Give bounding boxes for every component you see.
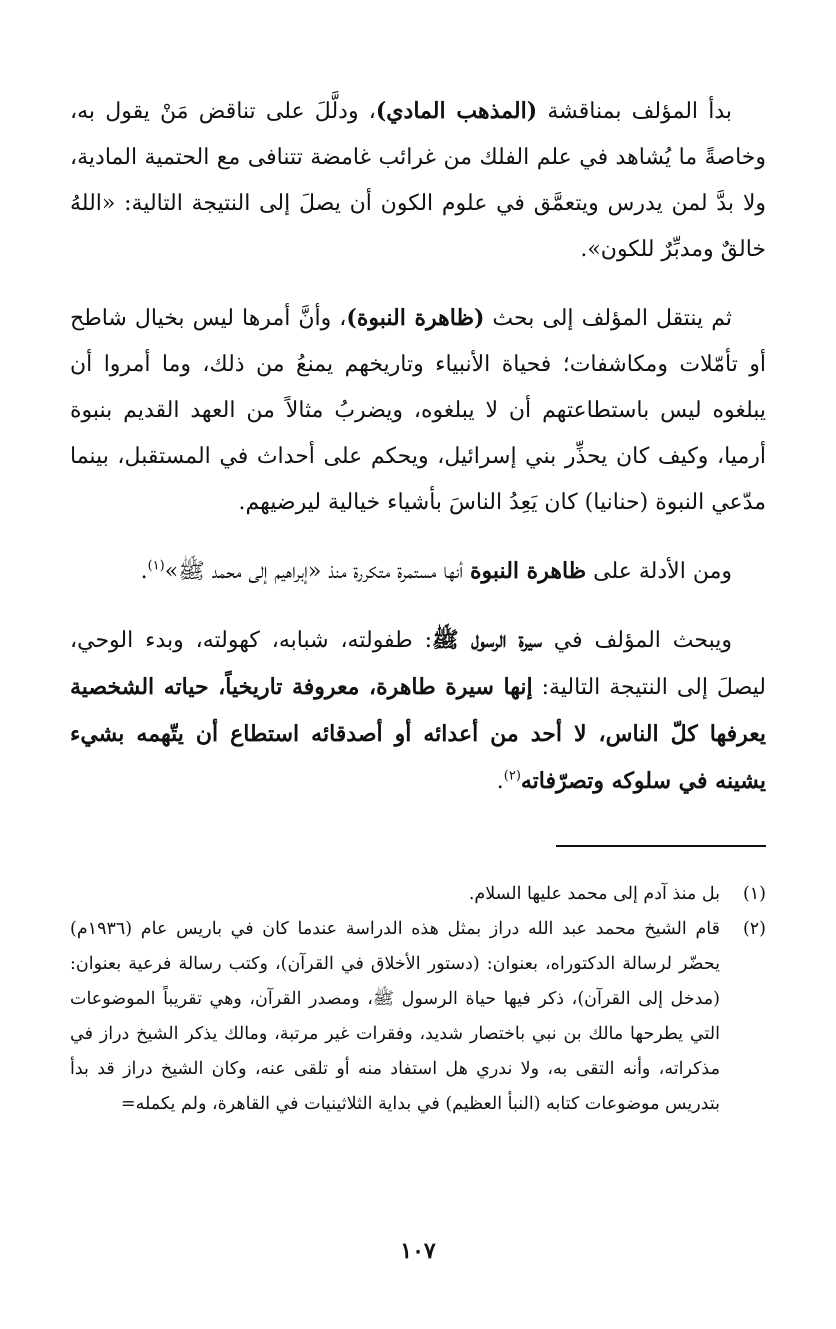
footnote-text: بل منذ آدم إلى محمد عليها السلام.	[468, 884, 720, 904]
footnote-number: (١)	[742, 884, 766, 904]
bold-text: ظاهرة النبوة	[470, 558, 587, 584]
bold-text: (ظاهرة النبوة)	[346, 305, 485, 331]
text: ويبحث المؤلف في	[541, 628, 732, 653]
text: ومن الأدلة على	[586, 559, 732, 584]
footnote-ref-1[interactable]: (١)	[147, 558, 165, 574]
footnote-ref-2[interactable]: (٢)	[503, 768, 521, 784]
footnote-separator	[556, 845, 766, 847]
text: : طفولته، شبابه، كهولته، وبدء الوحي، ليصلَ إلى النتيجة التالية:	[70, 628, 766, 700]
footnote-number: (٢)	[742, 919, 766, 939]
paragraph-3	[70, 548, 766, 595]
paragraph-2	[70, 295, 766, 526]
text: ثم ينتقل المؤلف إلى بحث	[484, 306, 732, 331]
main-text	[70, 88, 766, 805]
paragraph-4	[70, 617, 766, 805]
bold-text: إنها سيرة طاهرة، معروفة تاريخياً، حياته الشخصية يعرفها كلّ الناس، لا أحد من أعدائه أو أصدقائه استطاع أن يتّهمه بشيء يشينه في سلوكه وتصرّفاته	[70, 674, 766, 794]
text: .	[140, 559, 148, 584]
footnote-2	[70, 912, 766, 1122]
text: أنها مستمرة متكررة منذ «إبراهيم إلى محمد ﷺ»	[164, 559, 471, 584]
text: بدأ المؤلف بمناقشة	[537, 99, 732, 124]
bold-text: سيرة الرسول ﷺ	[432, 627, 542, 653]
text: ، وأنَّ أمرها ليس بخيال شاطح أو تأمّلات ومكاشفات؛ فحياة الأنبياء وتاريخهم يمنعُ من ذلك، وما أمروا أن يبلغوه ليس باستطاعتهم أن لا يبلغوه، ويضربُ مثالاً من العهد القديم بنبوة أرميا، وكيف كان يحذِّر بني إسرائيل، ويحكم على أحداث في المستقبل، بينما مدّعي النبوة (حنانيا) كان يَعِدُ الناسَ بأشياء خيالية ليرضيهم.	[70, 306, 766, 515]
bold-text: (المذهب المادي)	[375, 98, 538, 124]
footnotes	[70, 877, 766, 1122]
page-number: ١٠٧	[400, 1238, 436, 1264]
footnote-1	[70, 877, 766, 912]
text: ، ودلَّلَ على تناقض مَنْ يقول به، وخاصةً ما يُشاهد في علم الفلك من غرائب غامضة تتنافى مع الحتمية المادية، ولا بدَّ لمن يدرس ويتعمَّق في علوم الكون أن يصلَ إلى النتيجة التالية: «اللهُ خالقٌ ومدبِّرٌ للكون».	[70, 99, 766, 262]
text: .	[496, 769, 504, 794]
footnote-text: قام الشيخ محمد عبد الله دراز بمثل هذه الدراسة عندما كان في باريس عام (١٩٣٦م) يحضّر لرسالة الدكتوراه، بعنوان: (دستور الأخلاق في القرآن)، وكتب رسالة فرعية بعنوان: (مدخل إلى القرآن)، ذكر فيها حياة الرسول ﷺ، ومصدر القرآن، وهي تقريباً الموضوعات التي يطرحها مالك بن نبي باختصار شديد، وفقرات غير مرتبة، ومالك يذكر الشيخ دراز في مذكراته، وأنه التقى به، ولا ندري هل استفاد منه أو تلقى عنه، وكان الشيخ دراز قد بدأ بتدريس موضوعات كتابه (النبأ العظيم) في بداية الثلاثينيات في القاهرة، ولم يكمله=	[70, 919, 720, 1114]
paragraph-1	[70, 88, 766, 273]
